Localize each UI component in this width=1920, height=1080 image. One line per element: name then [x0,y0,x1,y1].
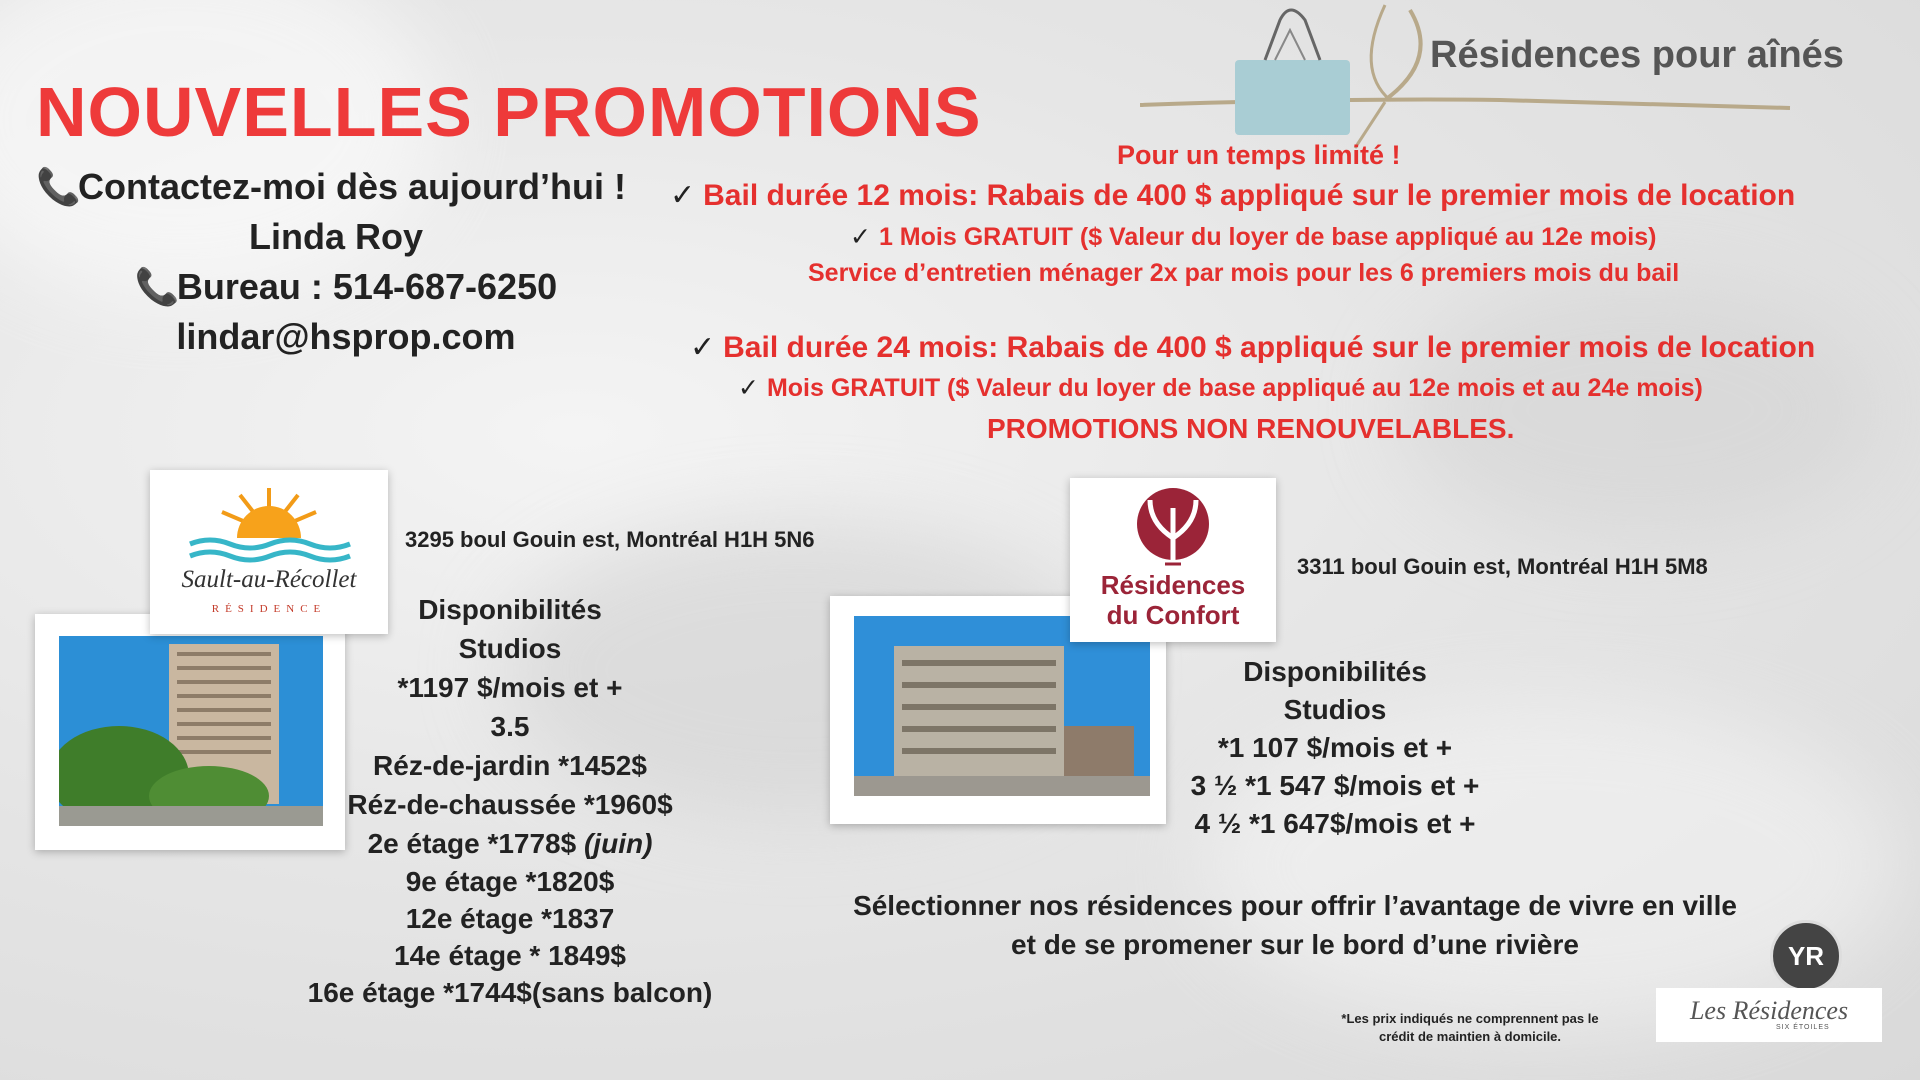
june-note: (juin) [583,828,653,859]
phone-icon: 📞 [36,166,81,207]
list-item: *1197 $/mois et + [397,672,623,703]
badge-logo: YR [1770,920,1842,992]
residence1-logo-text: Sault-au-Récollet [181,566,357,593]
residence1-photo-frame [35,614,345,850]
lease-24-offer [690,330,1815,365]
residence1-building-photo [59,636,323,826]
disclaimer-line2: crédit de maintien à domicile. [1378,1029,1562,1044]
leaf-logo-icon [1070,478,1276,568]
list-item: Studios [458,633,562,664]
list-item: 16e étage *1744$(sans balcon) [307,977,713,1008]
residence2-logo-line2: du Confort [1106,600,1240,630]
six-stars-logo-sub: SIX ÉTOILES [1776,1024,1830,1031]
lease-12-offer [670,178,1795,213]
tagline [780,886,1810,964]
lease-12-free-text: 1 Mois GRATUIT ($ Valeur du loyer de base appliqué au 12e mois) [878,223,1657,251]
price-disclaimer [1300,1010,1640,1046]
residence2-logo-line1: Résidences [1100,570,1246,600]
list-item: Disponibilités [1243,656,1427,687]
six-stars-logo-text: Les Résidences [1689,996,1849,1025]
phone-icon: 📞 [134,266,180,307]
contact-invite: Contactez-moi dès aujourd’hui ! [78,166,627,207]
tagline-line2: et de se promener sur le bord d’une rivière [1011,929,1579,960]
list-item: Disponibilités [418,594,602,625]
list-item: 3.5 [490,711,530,742]
sun-logo-icon [150,470,388,580]
lease-24-free-text: Mois GRATUIT ($ Valeur du loyer de base appliqué au 12e mois et au 24e mois) [766,374,1703,402]
residence1-logo-sub: RÉSIDENCE [211,603,327,615]
lease-24-free-month [738,373,1703,403]
background-blob [1400,280,1880,540]
checkmark-icon: ✓ [850,223,871,251]
residence2-availability [1135,653,1535,843]
page-title: NOUVELLES PROMOTIONS [36,73,982,151]
list-item: 12e étage *1837 [405,903,615,934]
brand-heading: Résidences pour aînés [1430,34,1844,76]
checkmark-icon: ✓ [738,374,759,402]
contact-block [36,166,656,366]
lease-12-free-month [850,222,1656,252]
residence1-address: 3295 boul Gouin est, Montréal H1H 5N6 [405,527,815,552]
six-stars-logo [1656,988,1882,1042]
list-item: Réz-de-jardin *1452$ [373,750,647,781]
residence2-logo [1070,478,1276,642]
contact-name: Linda Roy [248,216,423,257]
residence2-building-photo [854,616,1150,796]
contact-email[interactable]: lindar@hsprop.com [176,316,516,357]
list-item: 14e étage * 1849$ [394,940,626,971]
contact-office-phone[interactable]: Bureau : 514-687-6250 [176,266,558,307]
residence2-address: 3311 boul Gouin est, Montréal H1H 5M8 [1297,554,1708,579]
lease-12-cleaning-service: Service d’entretien ménager 2x par mois pour les 6 premiers mois du bail [808,259,1680,287]
list-item: Réz-de-chaussée *1960$ [347,789,673,820]
list-item: Studios [1283,694,1387,725]
list-item: 4 ½ *1 647$/mois et + [1194,808,1476,839]
non-renewable-note: PROMOTIONS NON RENOUVELABLES. [987,413,1515,444]
disclaimer-line1: *Les prix indiqués ne comprennent pas le [1341,1011,1599,1026]
checkmark-icon: ✓ [670,179,696,212]
list-item: 3 ½ *1 547 $/mois et + [1190,770,1480,801]
lease-24-text: Bail durée 24 mois: Rabais de 400 $ appliqué sur le premier mois de location [723,331,1816,364]
tagline-line1: Sélectionner nos résidences pour offrir l’avantage de vivre en ville [853,890,1737,921]
list-item: 9e étage *1820$ [405,866,615,897]
list-item: 2e étage *1778$ (juin) [367,828,653,859]
list-item: *1 107 $/mois et + [1217,732,1453,763]
residence1-availability [300,590,720,1011]
lease-12-text: Bail durée 12 mois: Rabais de 400 $ appliqué sur le premier mois de location [703,179,1796,212]
limited-time-note: Pour un temps limité ! [1117,140,1401,170]
checkmark-icon: ✓ [690,331,716,364]
